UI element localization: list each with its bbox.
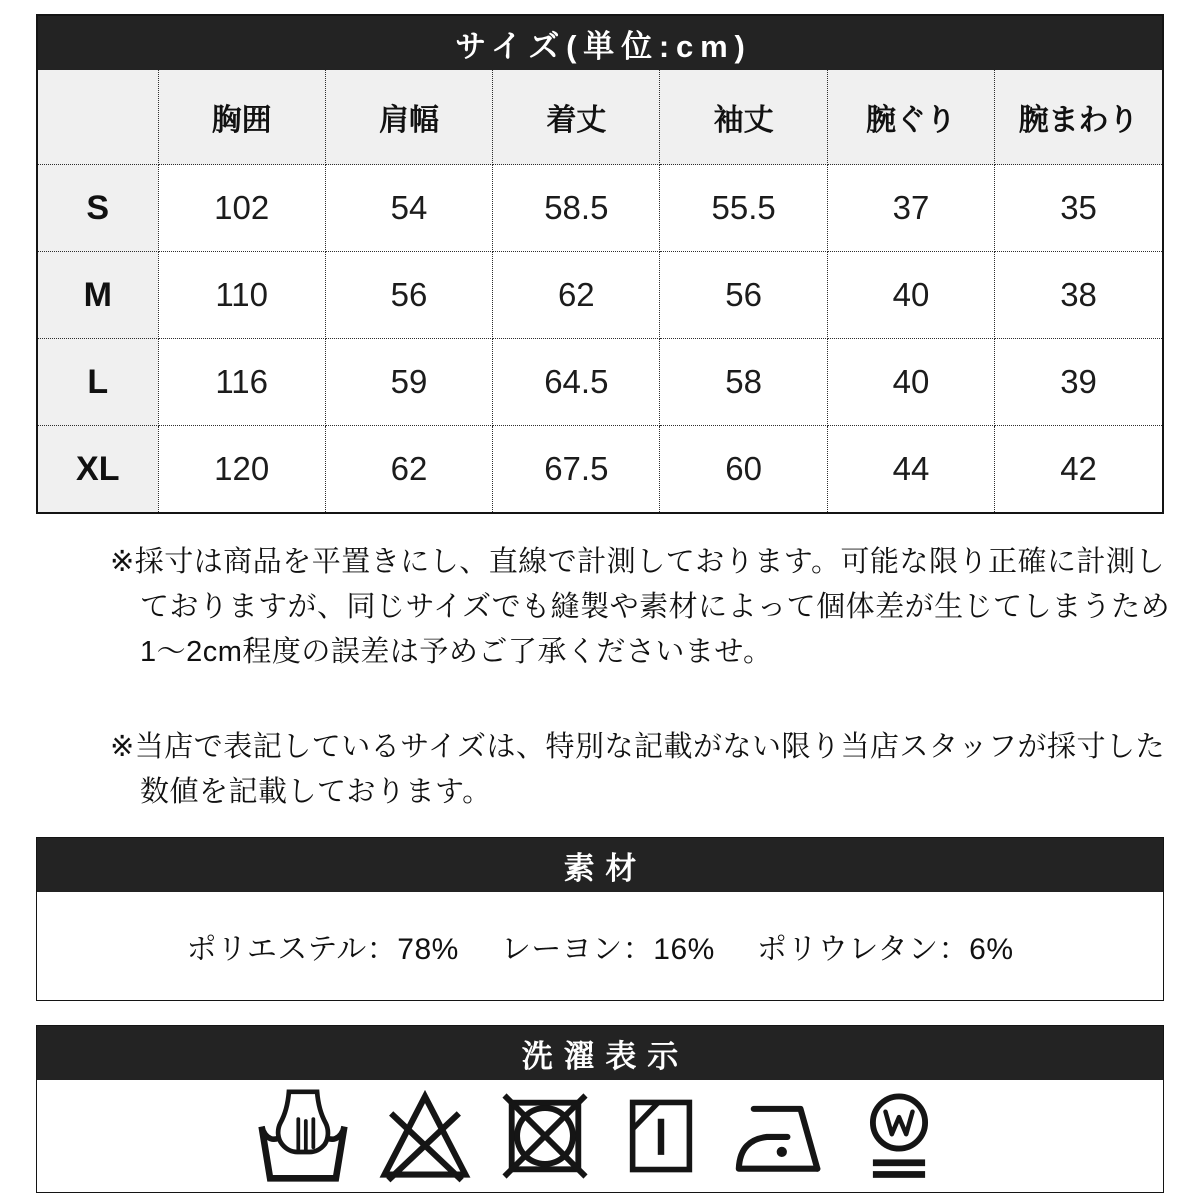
do-not-bleach-icon — [378, 1089, 472, 1183]
measurement-cell: 39 — [995, 339, 1162, 426]
col-header-arm-circumference: 腕まわり — [995, 70, 1162, 165]
size-row-xl — [38, 426, 1162, 513]
measurement-cell: 62 — [325, 426, 492, 513]
measurement-cell: 55.5 — [660, 165, 827, 252]
size-table-header-row — [38, 70, 1162, 165]
measurement-cell: 40 — [827, 252, 994, 339]
measurement-cell: 59 — [325, 339, 492, 426]
size-table-section — [36, 14, 1164, 514]
hand-wash-icon — [256, 1089, 350, 1183]
note-line: ておりますが、同じサイズでも縫製や素材によって個体差が生じてしまうため — [140, 591, 1171, 623]
measurement-cell: 54 — [325, 165, 492, 252]
measurement-cell: 58.5 — [493, 165, 660, 252]
note-line: 数値を記載しております。 — [140, 776, 492, 808]
size-row-l — [38, 339, 1162, 426]
size-row-m — [38, 252, 1162, 339]
gentle-wet-cleaning-icon — [854, 1091, 944, 1181]
laundry-title: 洗濯表示 — [37, 1026, 1163, 1080]
measurement-cell: 35 — [995, 165, 1162, 252]
size-table — [38, 70, 1162, 512]
size-label: XL — [38, 426, 158, 513]
measurement-cell: 64.5 — [493, 339, 660, 426]
measurement-cell: 67.5 — [493, 426, 660, 513]
col-header-length: 着丈 — [493, 70, 660, 165]
measurement-cell: 38 — [995, 252, 1162, 339]
col-header-shoulder: 肩幅 — [325, 70, 492, 165]
col-header-armhole: 腕ぐり — [827, 70, 994, 165]
size-label: S — [38, 165, 158, 252]
col-header-sleeve: 袖丈 — [660, 70, 827, 165]
measurement-cell: 110 — [158, 252, 325, 339]
col-header-chest: 胸囲 — [158, 70, 325, 165]
size-row-s — [38, 165, 1162, 252]
measurement-cell: 42 — [995, 426, 1162, 513]
note-line: ※採寸は商品を平置きにし、直線で計測しております。可能な限り正確に計測し — [110, 546, 1165, 578]
size-table-title: サイズ(単位:cm) — [38, 16, 1162, 70]
staff-measured-note — [110, 725, 1174, 815]
measurement-disclaimer-note — [110, 540, 1174, 675]
measurement-cell: 56 — [325, 252, 492, 339]
measurement-cell: 62 — [493, 252, 660, 339]
measurement-cell: 40 — [827, 339, 994, 426]
material-composition — [37, 892, 1163, 1000]
measurement-cell: 116 — [158, 339, 325, 426]
measurement-cell: 56 — [660, 252, 827, 339]
corner-cell — [38, 70, 158, 165]
measurement-cell: 44 — [827, 426, 994, 513]
measurement-cell: 102 — [158, 165, 325, 252]
size-label: L — [38, 339, 158, 426]
laundry-icons-row — [37, 1080, 1163, 1192]
laundry-care-section — [36, 1025, 1164, 1193]
material-title: 素材 — [37, 838, 1163, 892]
measurement-cell: 120 — [158, 426, 325, 513]
do-not-tumble-dry-icon — [500, 1091, 590, 1181]
material-section — [36, 837, 1164, 1001]
measurement-cell: 58 — [660, 339, 827, 426]
material-item-polyurethane: ポリウレタン：6% — [756, 933, 1014, 966]
note-line: ※当店で表記しているサイズは、特別な記載がない限り当店スタッフが採寸した — [110, 731, 1165, 763]
measurement-cell: 60 — [660, 426, 827, 513]
size-label: M — [38, 252, 158, 339]
line-dry-in-shade-icon — [618, 1093, 704, 1179]
material-item-rayon: レーヨン：16% — [500, 933, 715, 966]
iron-low-heat-icon — [732, 1093, 826, 1179]
measurement-cell: 37 — [827, 165, 994, 252]
note-line: 1〜2cm程度の誤差は予めご了承くださいませ。 — [140, 636, 773, 668]
material-item-polyester: ポリエステル：78% — [186, 933, 459, 966]
